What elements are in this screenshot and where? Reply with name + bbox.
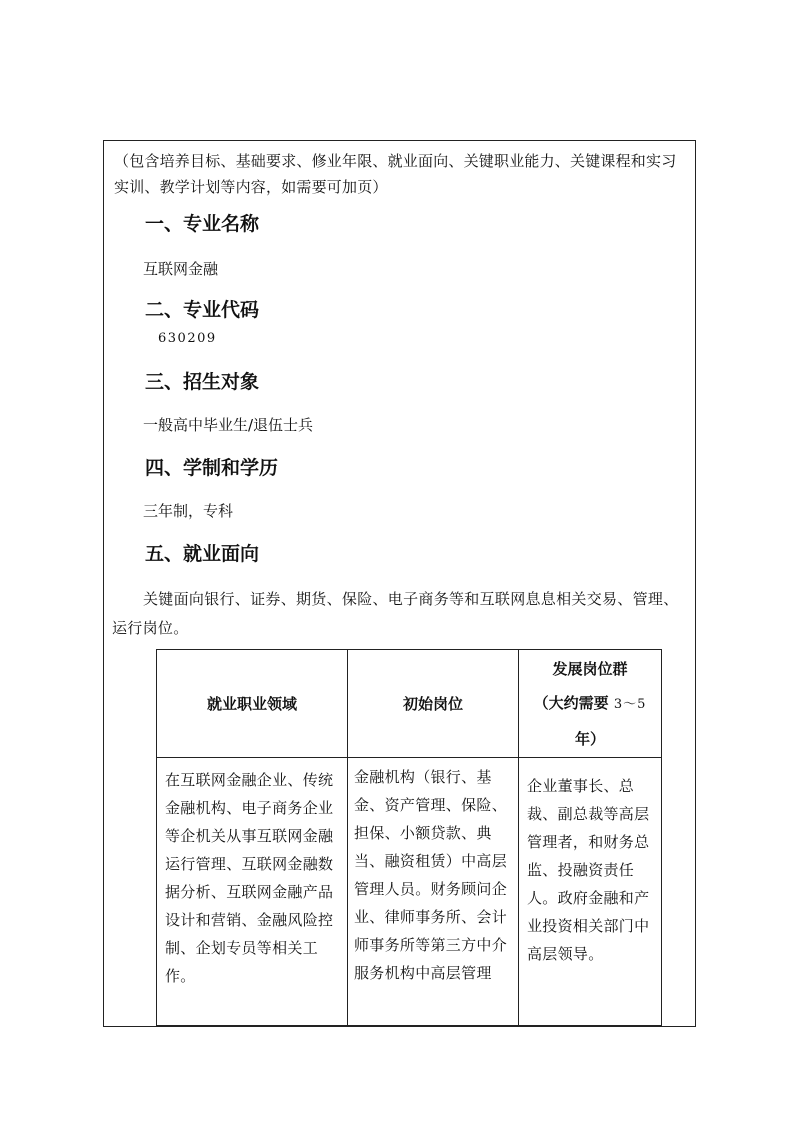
major-code-value: 630209	[158, 331, 217, 346]
section-heading-major-code: 二、专业代码	[145, 299, 260, 321]
header-development-suffix: 年）	[574, 729, 605, 748]
employment-description: 关键面向银行、证券、期货、保险、电子商务等和互联网息息相关交易、管理、运行岗位。	[112, 590, 679, 637]
intro-note: （包含培养目标、基础要求、修业年限、就业面向、关键职业能力、关键课程和实习实训、教学计划等内容，如需要可加页）	[114, 152, 677, 196]
table-header-row	[157, 650, 662, 758]
header-development-title: 发展岗位群	[552, 659, 628, 678]
enrollment-value: 一般高中毕业生/退伍士兵	[143, 416, 314, 434]
section-heading-duration: 四、学制和学历	[145, 457, 279, 479]
header-development	[519, 650, 662, 758]
table-row	[157, 758, 662, 1026]
header-field: 就业职业领域	[157, 650, 348, 758]
major-name-value: 互联网金融	[143, 260, 219, 278]
duration-value: 三年制，专科	[143, 502, 234, 520]
header-development-prefix: （大约需要	[533, 693, 609, 712]
cell-development: 企业董事长、总裁、副总裁等高层管理者，和财务总监、投融资责任人。政府金融和产业投资相关部门中高层领导。	[519, 758, 662, 1026]
section-heading-employment: 五、就业面向	[145, 543, 260, 565]
section-heading-major-name: 一、专业名称	[145, 213, 260, 235]
employment-table	[156, 649, 662, 1026]
section-heading-enrollment: 三、招生对象	[145, 371, 260, 393]
header-initial: 初始岗位	[348, 650, 519, 758]
cell-initial: 金融机构（银行、基金、资产管理、保险、担保、小额贷款、典当、融资租赁）中高层管理人员。财务顾问企业、律师事务所、会计师事务所等第三方中介服务机构中高层管理	[348, 758, 519, 1026]
header-development-years	[519, 686, 661, 722]
cell-field: 在互联网金融企业、传统金融机构、电子商务企业等企机关从事互联网金融运行管理、互联网金融数据分析、互联网金融产品设计和营销、金融风险控制、企划专员等相关工作。	[157, 758, 348, 1026]
header-development-number: 3～5	[613, 696, 647, 712]
